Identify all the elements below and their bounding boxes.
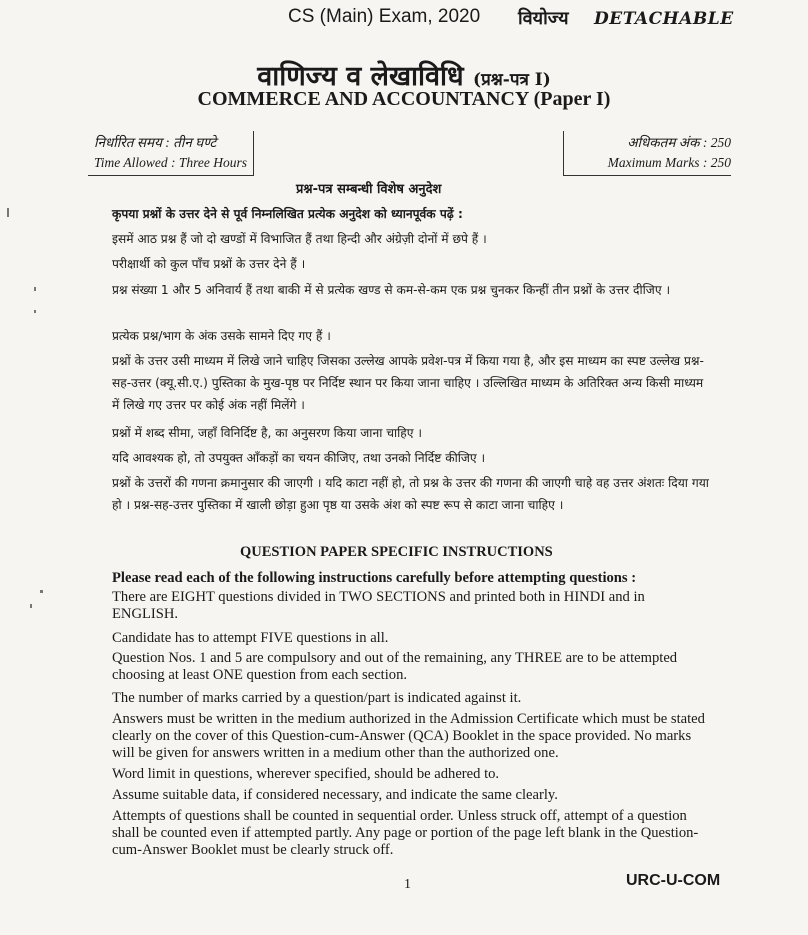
detachable-english: DETACHABLE: [594, 9, 734, 29]
hindi-instructions-lead: कृपया प्रश्नों के उत्तर देने से पूर्व निम्नलिखित प्रत्येक अनुदेश को ध्यानपूर्वक पढ़ें :: [112, 207, 463, 221]
hindi-item: प्रश्न संख्या 1 और 5 अनिवार्य हैं तथा बाकी में से प्रत्येक खण्ड से कम-से-कम एक प्रश्न चुनकर किन्हीं तीन प्रश्नों के उत्तर दीजिए ।: [112, 283, 671, 297]
hindi-item: यदि आवश्यक हो, तो उपयुक्त आँकड़ों का चयन कीजिए, तथा उनको निर्दिष्ट कीजिए ।: [112, 451, 486, 465]
english-item: Attempts of questions shall be counted in sequential order. Unless struck off, attempt of a question shall be counted even if attempted partly. Any page or portion of the page left blank in the Question-cum-Answer Booklet must be clearly struck off.: [112, 808, 699, 858]
english-item: Question Nos. 1 and 5 are compulsory and out of the remaining, any THREE are to be attempted choosing at least ONE question from each section.: [112, 650, 678, 683]
hindi-item: इसमें आठ प्रश्न हैं जो दो खण्डों में विभाजित हैं तथा हिन्दी और अंग्रेज़ी दोनों में छपे हैं ।: [112, 232, 487, 246]
maximum-marks-box: [563, 131, 731, 176]
paper-number-hindi: (प्रश्न-पत्र I): [473, 70, 551, 90]
english-item: The number of marks carried by a question/part is indicated against it.: [112, 690, 522, 706]
english-item: There are EIGHT questions divided in TWO SECTIONS and printed both in HINDI and in ENGLISH.: [112, 589, 645, 622]
hindi-item: प्रत्येक प्रश्न/भाग के अंक उसके सामने दिए गए हैं ।: [112, 329, 331, 343]
english-instructions-title: QUESTION PAPER SPECIFIC INSTRUCTIONS: [240, 544, 553, 560]
scan-speck: [30, 604, 32, 608]
time-allowed-box: [88, 131, 254, 176]
maximum-marks-english: Maximum Marks : 250: [607, 155, 731, 170]
english-item: Candidate has to attempt FIVE questions in all.: [112, 630, 389, 646]
maximum-marks-hindi: अधिकतम अंक : 250: [627, 135, 731, 150]
hindi-item: प्रश्नों में शब्द सीमा, जहाँ विनिर्दिष्ट है, का अनुसरण किया जाना चाहिए ।: [112, 426, 423, 440]
paper-title-hindi-text: वाणिज्य व लेखाविधि: [257, 61, 464, 92]
hindi-item: प्रश्नों के उत्तर उसी माध्यम में लिखे जाने चाहिए जिसका उल्लेख आपके प्रवेश-पत्र में किया गया है, और इस माध्यम का स्पष्ट उल्लेख प्रश्न-सह-उत्तर (क्यू.सी.ए.) पुस्तिका के मुख-पृष्ठ पर निर्दिष्ट स्थान पर किया जाना चाहिए । उल्लिखित माध्यम के अतिरिक्त अन्य किसी माध्यम में लिखे गए उत्तर पर कोई अंक नहीं मिलेंगे ।: [112, 354, 704, 412]
hindi-instructions-title: प्रश्न-पत्र सम्बन्धी विशेष अनुदेश: [296, 182, 442, 197]
detachable-hindi: वियोज्य: [518, 8, 569, 29]
time-allowed-hindi: निर्धारित समय : तीन घण्टे: [94, 135, 217, 150]
scan-speck: [34, 310, 36, 313]
time-allowed-english: Time Allowed : Three Hours: [94, 155, 248, 170]
exam-name: CS (Main) Exam, 2020: [288, 6, 481, 27]
paper-title-english: COMMERCE AND ACCOUNTANCY (Paper I): [197, 88, 611, 110]
english-item: Assume suitable data, if considered necessary, and indicate the same clearly.: [112, 787, 558, 803]
english-item: Answers must be written in the medium authorized in the Admission Certificate which must be stated clearly on the cover of this Question-cum-Answer (QCA) Booklet in the space provided. No marks will be given for answers written in a medium other than the authorized one.: [112, 711, 705, 761]
scan-speck: [7, 208, 9, 217]
english-item: Word limit in questions, wherever specified, should be adhered to.: [112, 766, 500, 782]
scan-speck: [40, 590, 43, 593]
hindi-item: प्रश्नों के उत्तरों की गणना क्रमानुसार की जाएगी । यदि काटा नहीं हो, तो प्रश्न के उत्तर की गणना की जाएगी चाहे वह उत्तर अंशतः दिया गया हो । प्रश्न-सह-उत्तर पुस्तिका में खाली छोड़ा हुआ पृष्ठ या उसके अंश को स्पष्ट रूप से काटा जाना चाहिए ।: [112, 476, 709, 512]
scan-speck: [34, 287, 36, 291]
hindi-item: परीक्षार्थी को कुल पाँच प्रश्नों के उत्तर देने हैं ।: [112, 257, 306, 271]
paper-code: URC-U-COM: [626, 872, 721, 889]
page-number: 1: [404, 877, 411, 892]
english-instructions-lead: Please read each of the following instructions carefully before attempting questions :: [112, 570, 637, 586]
